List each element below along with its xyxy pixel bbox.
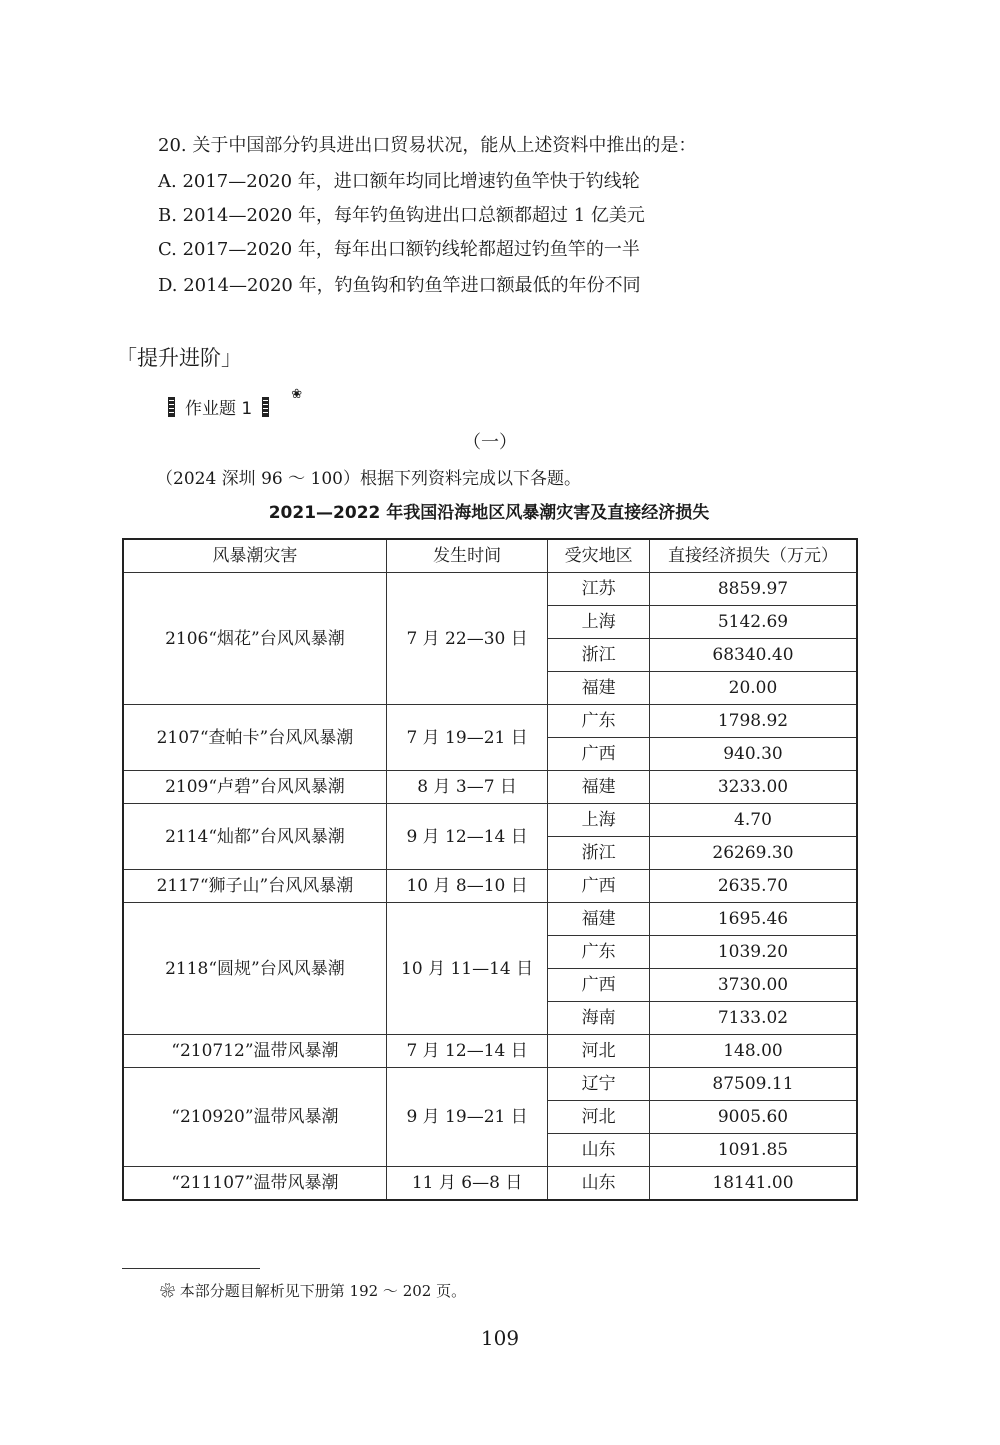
region-cell: 广西: [548, 738, 650, 771]
header-region: 受灾地区: [548, 539, 650, 573]
option-c: C. 2017—2020 年，每年出口额钓线轮都超过钓鱼竿的一半: [158, 239, 640, 260]
region-cell: 广西: [548, 870, 650, 903]
header-disaster: 风暴潮灾害: [123, 539, 386, 573]
loss-cell: 26269.30: [649, 837, 857, 870]
loss-cell: 1039.20: [649, 936, 857, 969]
header-loss: 直接经济损失（万元）: [649, 539, 857, 573]
table-row: [123, 870, 857, 903]
table-header-row: [123, 539, 857, 573]
region-cell: 福建: [548, 903, 650, 936]
time-cell: 7 月 22—30 日: [386, 573, 547, 705]
disaster-cell: 2109“卢碧”台风风暴潮: [123, 771, 386, 804]
region-cell: 广西: [548, 969, 650, 1002]
region-cell: 福建: [548, 771, 650, 804]
time-cell: 7 月 19—21 日: [386, 705, 547, 771]
region-cell: 上海: [548, 606, 650, 639]
disaster-cell: 2106“烟花”台风风暴潮: [123, 573, 386, 705]
loss-cell: 87509.11: [649, 1068, 857, 1101]
table-title: 2021—2022 年我国沿海地区风暴潮灾害及直接经济损失: [268, 503, 710, 523]
homework-label: [158, 387, 303, 419]
table-row: [123, 705, 857, 738]
time-cell: 10 月 11—14 日: [386, 903, 547, 1035]
disaster-cell: 2114“灿都”台风风暴潮: [123, 804, 386, 870]
loss-cell: 1798.92: [649, 705, 857, 738]
region-cell: 河北: [548, 1101, 650, 1134]
table-row: [123, 1167, 857, 1201]
loss-cell: 4.70: [649, 804, 857, 837]
loss-cell: 940.30: [649, 738, 857, 771]
region-cell: 广东: [548, 705, 650, 738]
region-cell: 浙江: [548, 639, 650, 672]
loss-cell: 148.00: [649, 1035, 857, 1068]
table-row: [123, 1035, 857, 1068]
option-a: A. 2017—2020 年，进口额年均同比增速钓鱼竿快于钓线轮: [158, 171, 640, 192]
region-cell: 海南: [548, 1002, 650, 1035]
loss-cell: 2635.70: [649, 870, 857, 903]
disaster-cell: “210920”温带风暴潮: [123, 1068, 386, 1167]
footnote: ❀ 本部分题目解析见下册第 192 ～ 202 页。: [160, 1282, 467, 1300]
region-cell: 河北: [548, 1035, 650, 1068]
loss-cell: 68340.40: [649, 639, 857, 672]
disaster-cell: 2107“查帕卡”台风风暴潮: [123, 705, 386, 771]
time-cell: 10 月 8—10 日: [386, 870, 547, 903]
footnote-rule: [122, 1268, 260, 1269]
loss-cell: 8859.97: [649, 573, 857, 606]
region-cell: 辽宁: [548, 1068, 650, 1101]
region-cell: 福建: [548, 672, 650, 705]
table-row: [123, 903, 857, 936]
option-b: B. 2014—2020 年，每年钓鱼钩进出口总额都超过 1 亿美元: [158, 205, 645, 226]
loss-cell: 3233.00: [649, 771, 857, 804]
table-row: [123, 573, 857, 606]
right-bar-icon: [262, 397, 269, 417]
page-number: 109: [480, 1326, 520, 1350]
region-cell: 浙江: [548, 837, 650, 870]
time-cell: 9 月 19—21 日: [386, 1068, 547, 1167]
header-time: 发生时间: [386, 539, 547, 573]
loss-cell: 3730.00: [649, 969, 857, 1002]
disaster-cell: “210712”温带风暴潮: [123, 1035, 386, 1068]
disaster-cell: 2118“圆规”台风风暴潮: [123, 903, 386, 1035]
disaster-cell: 2117“狮子山”台风风暴潮: [123, 870, 386, 903]
option-d: D. 2014—2020 年，钓鱼钩和钓鱼竿进口额最低的年份不同: [158, 275, 641, 296]
time-cell: 11 月 6—8 日: [386, 1167, 547, 1201]
loss-cell: 1091.85: [649, 1134, 857, 1167]
loss-cell: 18141.00: [649, 1167, 857, 1201]
region-cell: 山东: [548, 1134, 650, 1167]
subsection-number: （一）: [463, 432, 517, 453]
storm-surge-table: [122, 538, 858, 1201]
region-cell: 山东: [548, 1167, 650, 1201]
disaster-cell: “211107”温带风暴潮: [123, 1167, 386, 1201]
open-bracket: 「: [116, 346, 137, 370]
intro-text: （2024 深圳 96 ～ 100）根据下列资料完成以下各题。: [156, 469, 581, 489]
time-cell: 7 月 12—14 日: [386, 1035, 547, 1068]
homework-title: 作业题 1: [185, 399, 253, 419]
left-bar-icon: [168, 397, 175, 417]
loss-cell: 9005.60: [649, 1101, 857, 1134]
region-cell: 上海: [548, 804, 650, 837]
loss-cell: 20.00: [649, 672, 857, 705]
table-row: [123, 804, 857, 837]
region-cell: 江苏: [548, 573, 650, 606]
loss-cell: 7133.02: [649, 1002, 857, 1035]
section-heading: [116, 342, 242, 372]
question-stem: 20. 关于中国部分钓具进出口贸易状况，能从上述资料中推出的是：: [158, 135, 697, 156]
section-title: 提升进阶: [137, 346, 221, 370]
region-cell: 广东: [548, 936, 650, 969]
table-row: [123, 1068, 857, 1101]
close-bracket: 」: [221, 346, 242, 370]
loss-cell: 5142.69: [649, 606, 857, 639]
time-cell: 9 月 12—14 日: [386, 804, 547, 870]
table-row: [123, 771, 857, 804]
time-cell: 8 月 3—7 日: [386, 771, 547, 804]
loss-cell: 1695.46: [649, 903, 857, 936]
flower-mark-icon: ❀: [291, 387, 303, 402]
